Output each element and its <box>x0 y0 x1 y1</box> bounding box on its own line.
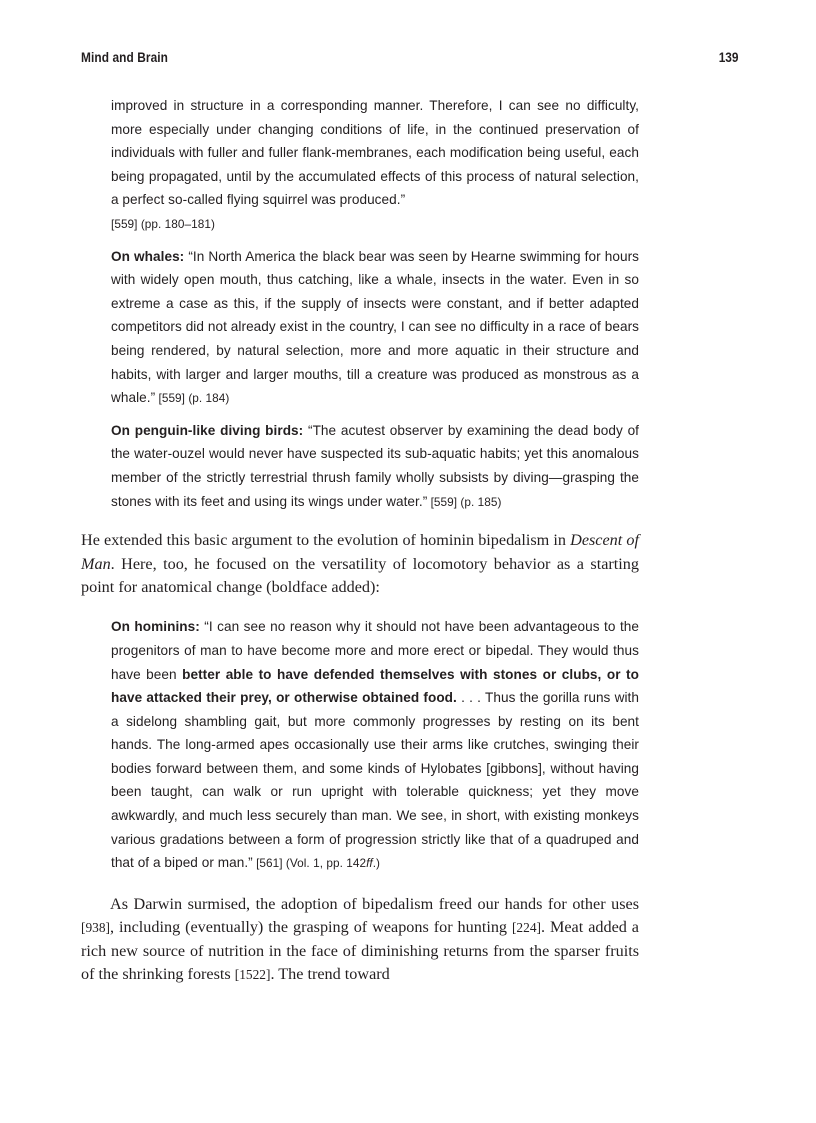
block-quote-whales <box>111 245 639 411</box>
paragraph-text: . Meat added a rich new source of nutrition in the face of diminishing returns from the sparser fruits of the shrinking forests <box>81 918 639 984</box>
body-paragraph <box>81 529 639 599</box>
paragraph-text: He extended this basic argument to the evolution of hominin bipedalism in <box>81 531 571 550</box>
page-body <box>81 94 639 986</box>
block-quote-flying-squirrel <box>111 94 639 237</box>
quote-label: On hominins: <box>111 619 200 635</box>
running-head: Mind and Brain <box>81 50 169 65</box>
citation: [559] (p. 184) <box>155 391 230 406</box>
quote-text: “The acutest observer by examining the dead body of the water-ouzel would never have suspected its sub-aquatic habits; yet this anomalous member of the strictly terrestrial thrush family wholly subsists by diving—grasping the stones with its feet and using its wings under water.” <box>111 422 640 509</box>
citation: [938] <box>81 920 111 936</box>
citation <box>253 856 380 870</box>
citation-text: [561] (Vol. 1, pp. 142 <box>252 856 367 871</box>
quote-label: On penguin-like diving birds: <box>111 422 304 438</box>
boldface-emphasis: better able to have defended themselves with stones or clubs, or to have attacked their prey, or otherwise obtained food. <box>111 666 639 706</box>
page-header <box>81 50 739 68</box>
paragraph-text: . The trend toward <box>270 965 390 984</box>
citation-text: .) <box>372 856 381 871</box>
page-number: 139 <box>719 50 739 65</box>
quote-text: “In North America the black bear was seen by Hearne swimming for hours with widely open mouth, thus catching, like a whale, insects in the water. Even in so extreme a case as this, if the supply of insects were constant, and if better adapted competitors did not already exist in the country, I can see no difficulty in a race of bears being rendered, by natural selection, more and more aquatic in their structure and habits, with larger and larger mouths, till a creature was produced as monstrous as a whale.” <box>111 248 639 406</box>
citation: [1522] <box>234 967 271 983</box>
quote-text: improved in structure in a corresponding manner. Therefore, I can see no difficulty, more especially under changing conditions of life, in the continued preservation of individuals with fuller and fuller flank-membranes, each modification being useful, each being propagated, until by the accumulated effects of this process of natural selection, a perfect so-called flying squirrel was produced.” <box>111 98 639 208</box>
quote-text: “I can see no reason why it should not have been advantageous to the progenitors of man to have become more and more erect or bipedal. They would thus have been <box>111 619 639 682</box>
paragraph-text: , including (eventually) the grasping of weapons for hunting <box>110 918 512 937</box>
citation-italic: ff <box>366 856 373 871</box>
quote-label: On whales: <box>111 248 185 264</box>
block-quote-diving-birds <box>111 419 639 514</box>
paragraph-text: . Here, too, he focused on the versatility of locomotory behavior as a starting point for anatomical change (boldface added): <box>81 554 639 596</box>
citation: [224] <box>511 920 541 936</box>
body-paragraph <box>81 893 639 987</box>
book-title: Descent of Man <box>81 531 639 573</box>
quote-text: . . . Thus the gorilla runs with a sidelong shambling gait, but more commonly progresses by resting on its bent hands. The long-armed apes occasionally use their arms like crutches, swinging their bodies forward between them, and some kinds of Hylobates [gibbons], without having been taught, can walk or run upright with tolerable quickness; yet they move awkwardly, and much less securely than man. We see, in short, with existing monkeys various gradations between a form of progression strictly like that of a quadruped and that of a biped or man.” <box>111 690 639 871</box>
citation: [559] (pp. 180–181) <box>111 216 215 231</box>
paragraph-text: As Darwin surmised, the adoption of bipedalism freed our hands for other uses <box>110 894 639 913</box>
citation: [559] (p. 185) <box>427 494 502 509</box>
block-quote-hominins <box>111 615 639 876</box>
